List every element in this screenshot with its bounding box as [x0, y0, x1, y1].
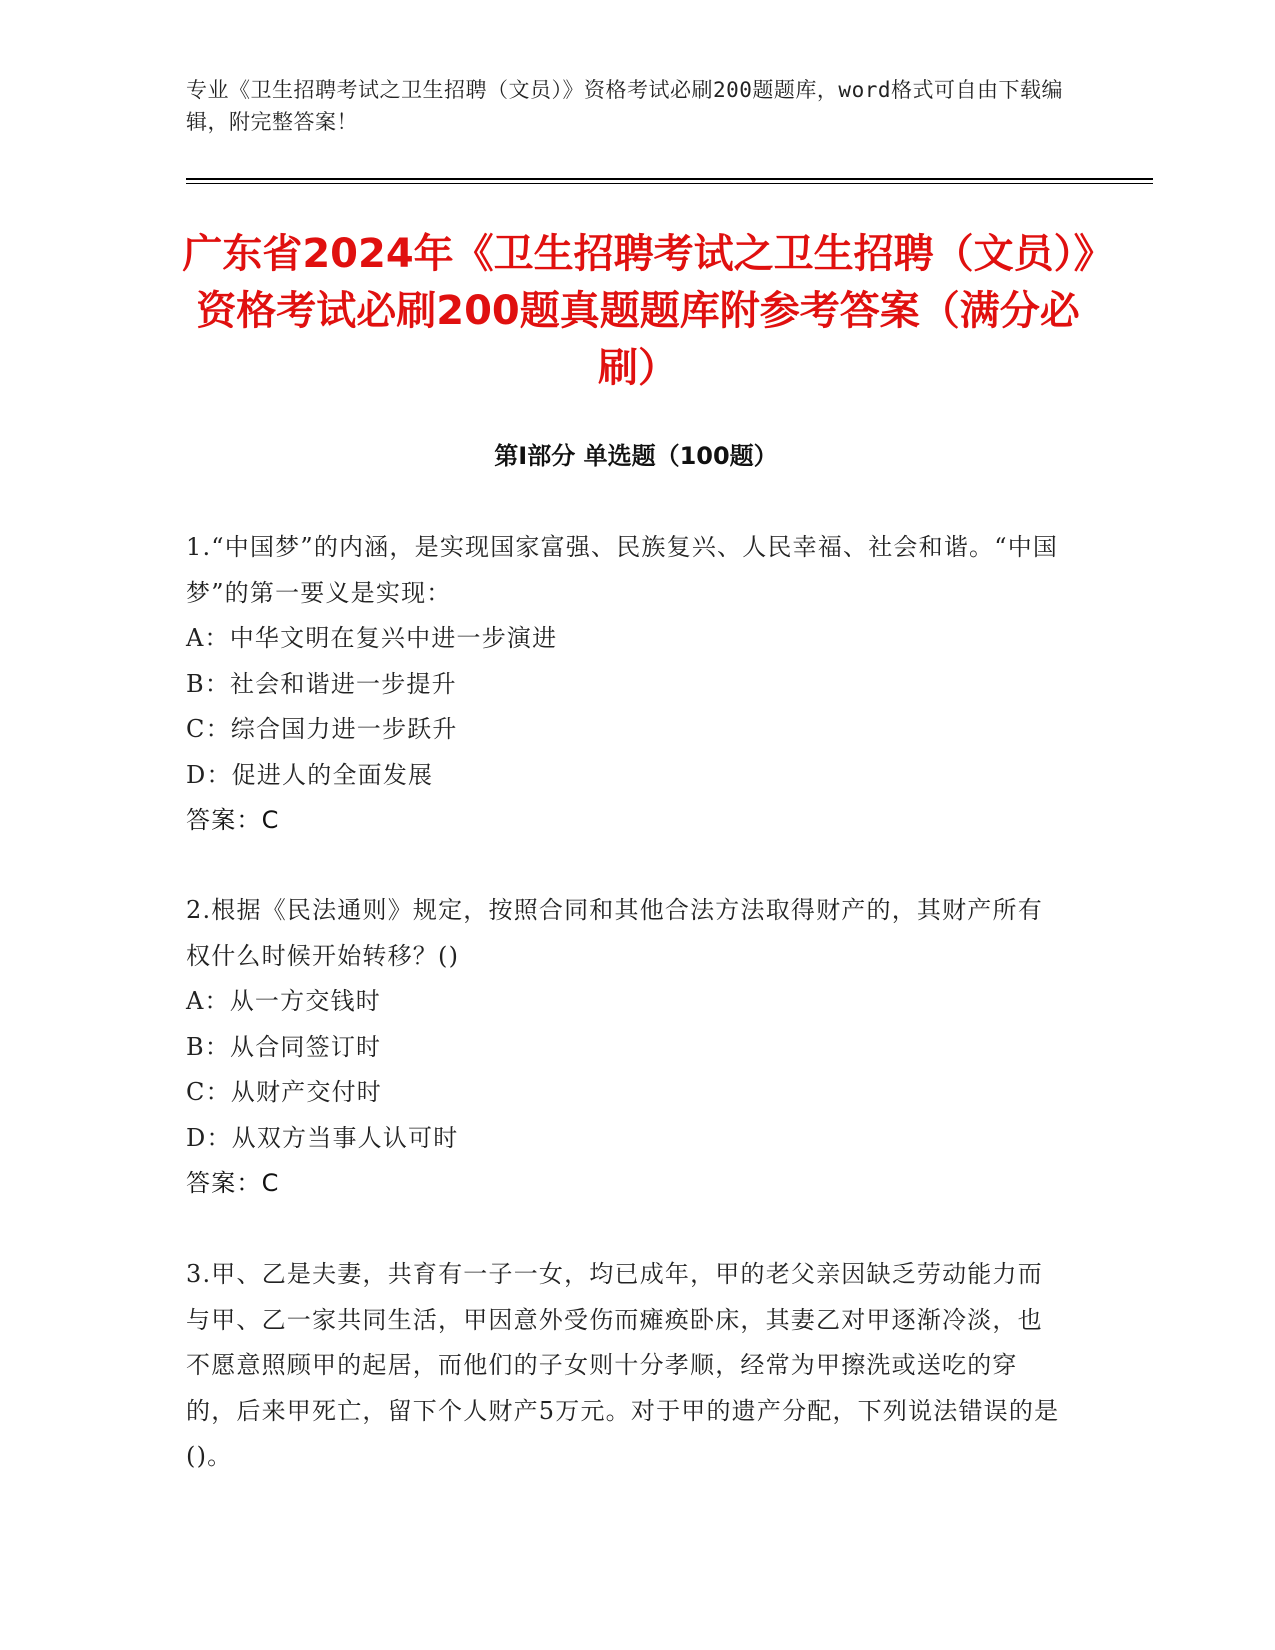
question-option-b: B：社会和谐进一步提升: [186, 669, 457, 698]
document-title: 广东省2024年《卫生招聘考试之卫生招聘（文员）》资格考试必刷200题真题题库附参考答案（满分必刷）: [182, 231, 1094, 391]
question-option-a: A：中华文明在复兴中进一步演进: [186, 624, 558, 652]
header-divider-thin: [186, 183, 1153, 184]
question-1: [186, 525, 1066, 844]
question-answer: 答案：C: [186, 806, 280, 834]
question-stem: 3.甲、乙是夫妻，共育有一子一女，均已成年，甲的老父亲因缺乏劳动能力而与甲、乙一家共同生活，甲因意外受伤而瘫痪卧床，其妻乙对甲逐渐冷淡，也不愿意照顾甲的起居，而他们的子女则十分孝顺，经常为甲擦洗或送吃的穿的，后来甲死亡，留下个人财产5万元。对于甲的遗产分配，下列说法错误的是()。: [186, 1260, 1060, 1470]
question-option-c: C：综合国力进一步跃升: [186, 715, 458, 743]
question-3: [186, 1252, 1066, 1480]
question-2: [186, 888, 1066, 1207]
question-stem: 2.根据《民法通则》规定，按照合同和其他合法方法取得财产的，其财产所有权什么时候开始转移？(): [186, 896, 1043, 970]
question-stem: 1.“中国梦”的内涵，是实现国家富强、民族复兴、人民幸福、社会和谐。“中国梦”的第一要义是实现：: [186, 533, 1059, 607]
section-heading: 第Ⅰ部分 单选题（100题）: [494, 442, 778, 470]
question-option-d: D：从双方当事人认可时: [186, 1123, 459, 1152]
question-option-a: A：从一方交钱时: [186, 987, 381, 1015]
question-option-c: C：从财产交付时: [186, 1078, 382, 1106]
question-option-d: D：促进人的全面发展: [186, 760, 434, 789]
question-answer: 答案：C: [186, 1169, 280, 1197]
intro-text: 专业《卫生招聘考试之卫生招聘（文员）》资格考试必刷200题题库，word格式可自由下载编辑，附完整答案！: [186, 78, 1063, 134]
header-divider-thick: [186, 178, 1153, 180]
question-option-b: B：从合同签订时: [186, 1032, 382, 1061]
